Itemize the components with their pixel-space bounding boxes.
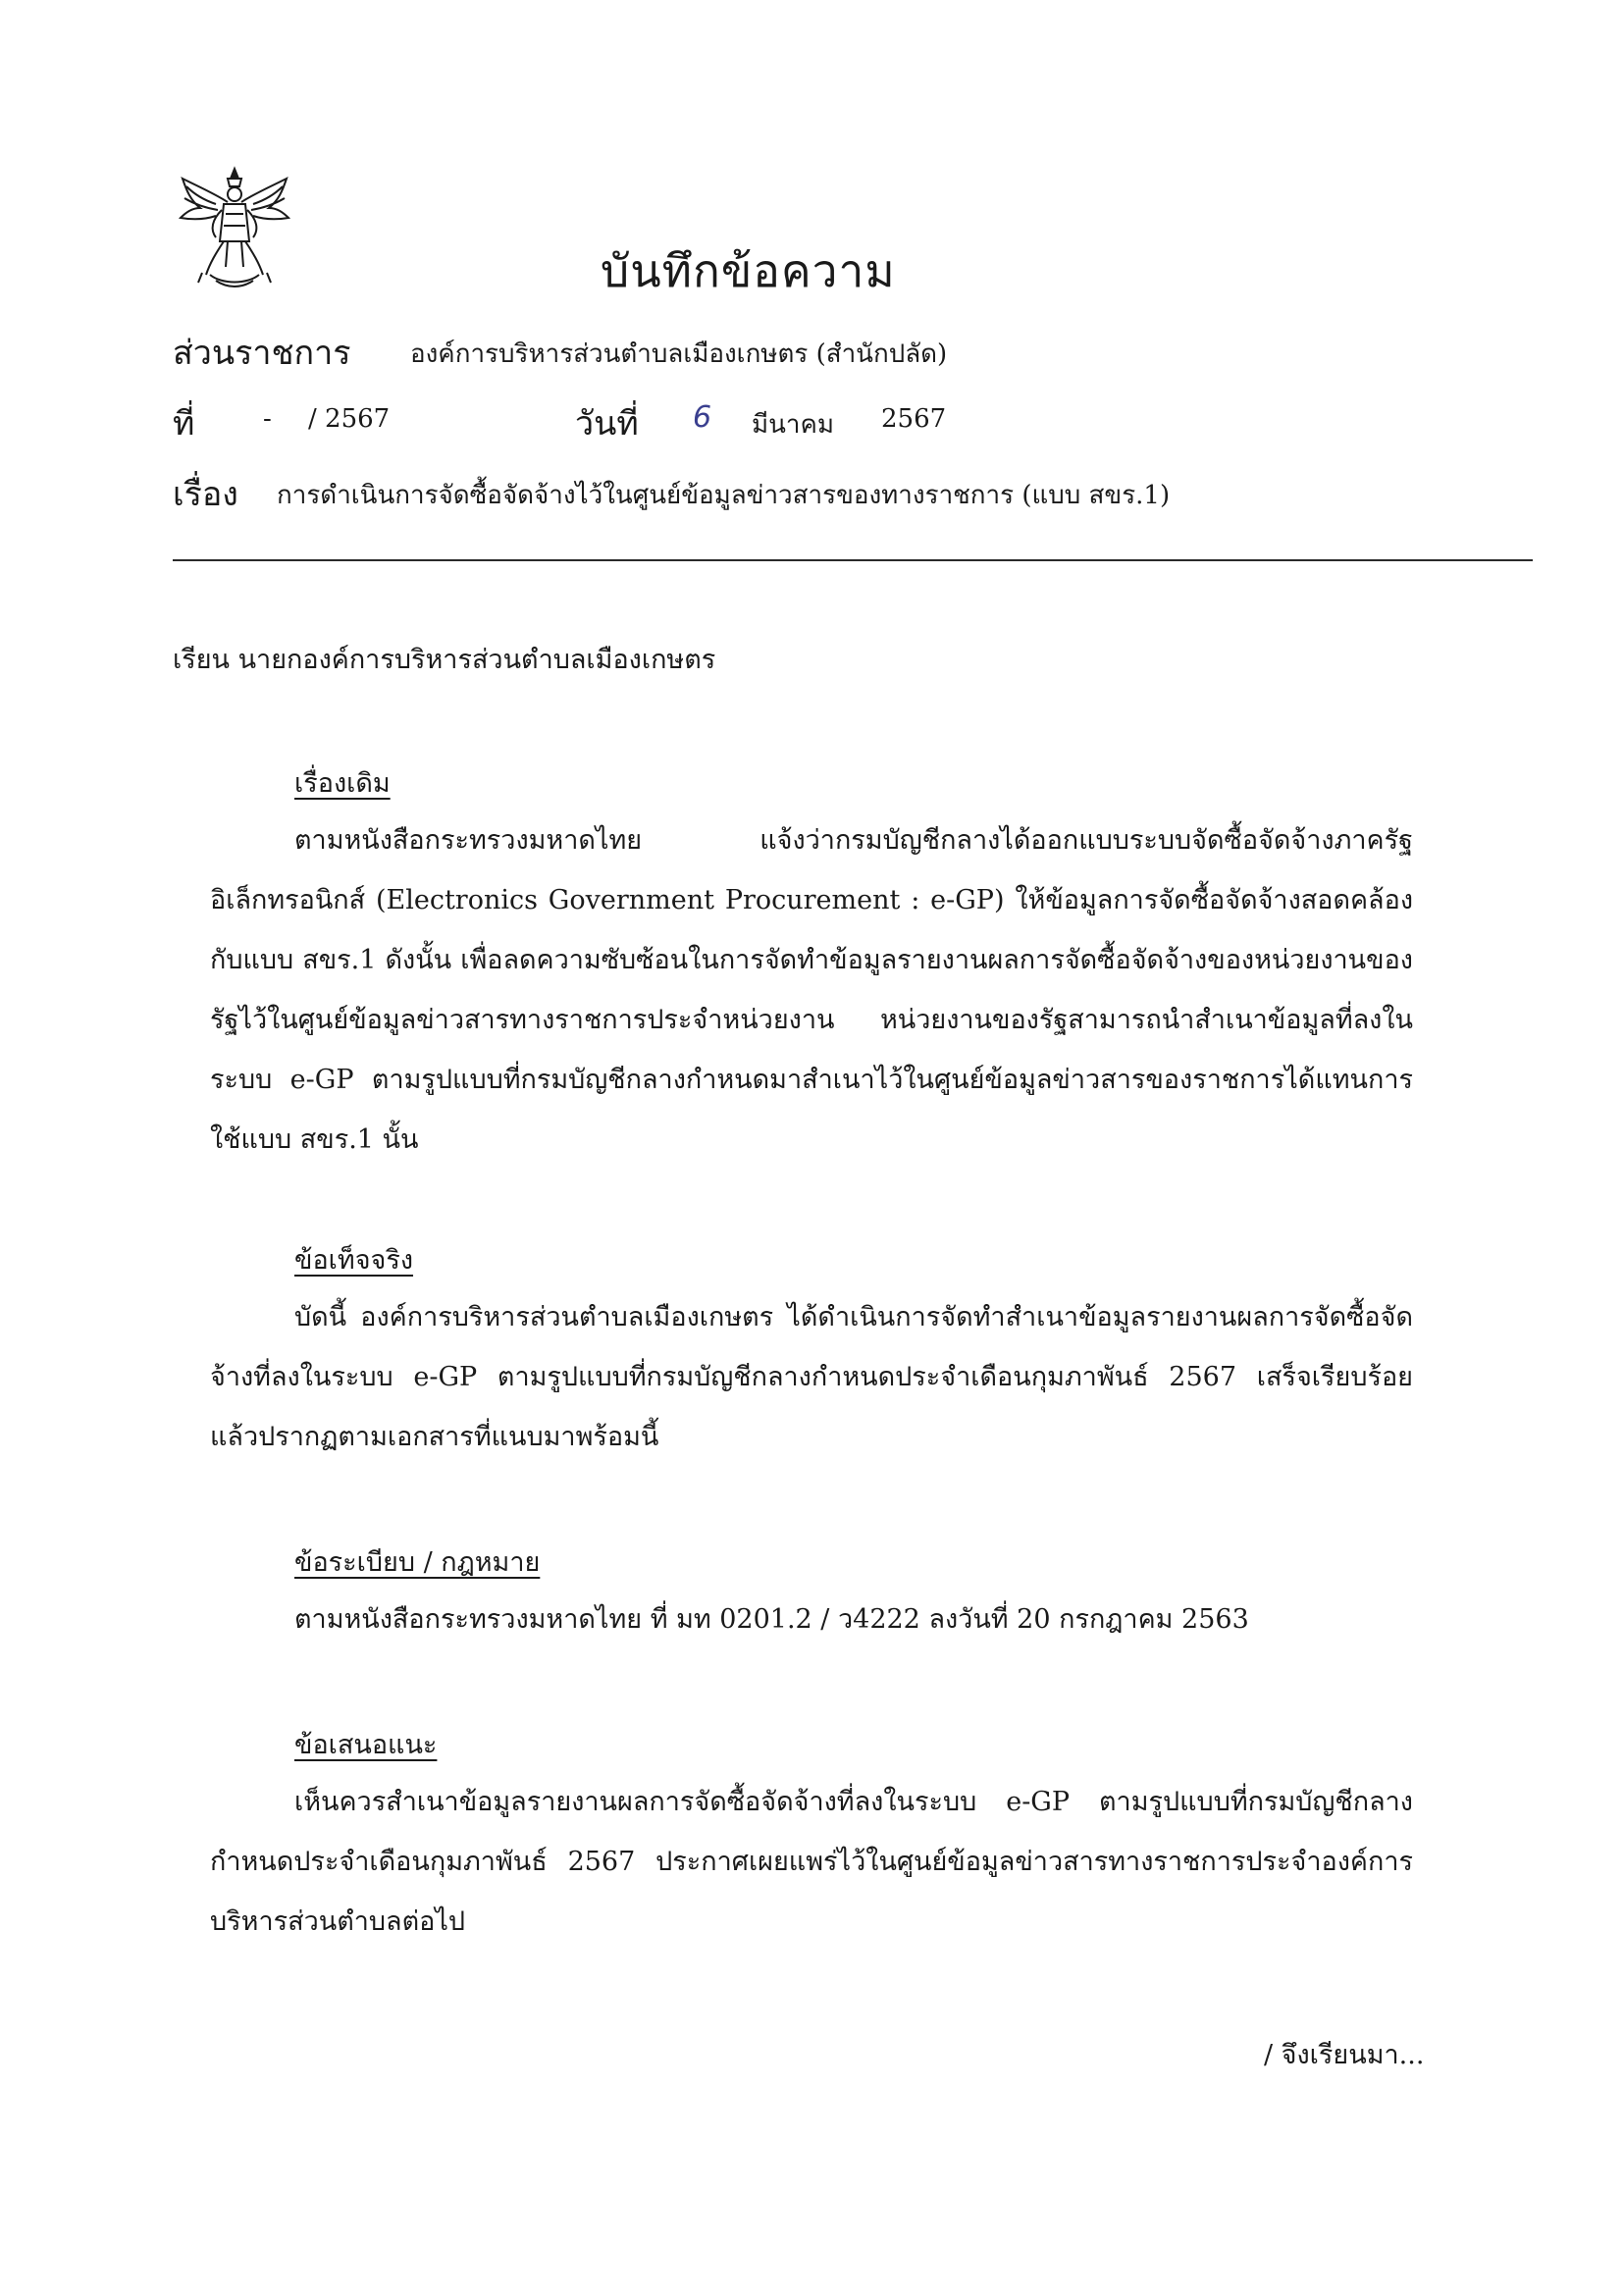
subject-value: การดำเนินการจัดซื้อจัดจ้างไว้ในศูนย์ข้อมูลข่าวสารของทางราชการ (แบบ สขร.1) [277,481,1171,510]
number-label: ที่ [173,404,195,444]
garuda-emblem-icon [177,165,292,290]
header-divider [173,559,1533,561]
date-month: มีนาคม [752,410,835,440]
department-value: องค์การบริหารส่วนตำบลเมืองเกษตร (สำนักปลัด) [410,339,948,369]
date-year: 2567 [881,404,947,434]
subject-label: เรื่อง [173,475,238,514]
facts-paragraph: บัดนี้ องค์การบริหารส่วนตำบลเมืองเกษตร ได้ดำเนินการจัดทำสำเนาข้อมูลรายงานผลการจัดซื้อจัดจ้างที่ลงในระบบ e-GP ตามรูปแบบที่กรมบัญชีกลางกำหนดประจำเดือนกุมภาพันธ์ 2567 เสร็จเรียบร้อยแล้วปรากฏตามเอกสารที่แนบมาพร้อมนี้ [210,1302,1413,1452]
continuation-note: / จึงเรียนมา... [1264,2040,1425,2070]
salutation: เรียน นายกองค์การบริหารส่วนตำบลเมืองเกษตร [173,645,716,675]
recommendation-heading: ข้อเสนอแนะ [294,1730,438,1760]
facts-heading: ข้อเท็จจริง [294,1245,414,1276]
background-paragraph: ตามหนังสือกระทรวงมหาดไทย แจ้งว่ากรมบัญชีกลางได้ออกแบบระบบจัดซื้อจัดจ้างภาครัฐอิเล็กทรอนิกส์ (Electronics Government Procurement : e-GP) ให้ข้อมูลการจัดซื้อจัดจ้างสอดคล้องกับแบบ สขร.1 ดังนั้น เพื่อลดความซับซ้อนในการจัดทำข้อมูลรายงานผลการจัดซื้อจัดจ้างของหน่วยงานของรัฐไว้ในศูนย์ข้อมูลข่าวสารทางราชการประจำหน่วยงาน หน่วยงานของรัฐสามารถนำสำเนาข้อมูลที่ลงในระบบ e-GP ตามรูปแบบที่กรมบัญชีกลางกำหนดมาสำเนาไว้ในศูนย์ข้อมูลข่าวสารของราชการได้แทนการใช้แบบ สขร.1 นั้น [210,825,1413,1155]
background-heading: เรื่องเดิม [294,768,391,799]
regulation-heading: ข้อระเบียบ / กฎหมาย [294,1547,541,1578]
number-dash: - [263,404,272,434]
date-label: วันที่ [575,404,639,444]
regulation-text: ตามหนังสือกระทรวงมหาดไทย ที่ มท 0201.2 / ว4222 ลงวันที่ 20 กรกฎาคม 2563 [294,1604,1249,1635]
date-day-handwritten: 6 [693,400,712,435]
memo-title: บันทึกข้อความ [601,244,896,297]
recommendation-paragraph: เห็นควรสำเนาข้อมูลรายงานผลการจัดซื้อจัดจ้างที่ลงในระบบ e-GP ตามรูปแบบที่กรมบัญชีกลางกำหนดประจำเดือนกุมภาพันธ์ 2567 ประกาศเผยแพร่ไว้ในศูนย์ข้อมูลข่าวสารทางราชการประจำองค์การบริหารส่วนตำบลต่อไป [210,1787,1413,1937]
number-value: / 2567 [308,404,391,434]
department-label: ส่วนราชการ [173,334,351,373]
